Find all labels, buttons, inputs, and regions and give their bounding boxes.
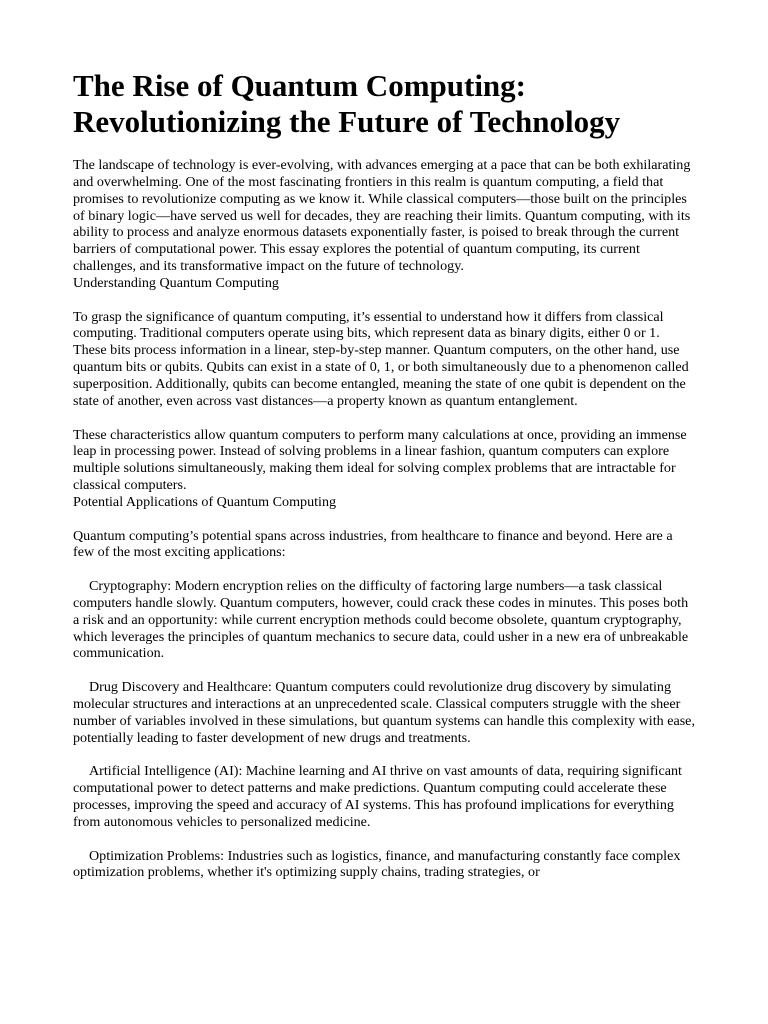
section1-paragraph-2: These characteristics allow quantum computers to perform many calculations at once, providing an immense leap in processing power. Instead of solving problems in a linear fashion, quantum computers can explore multiple solutions simultaneously, making them ideal for solving complex problems that are intractable for classical computers. xyxy=(73,426,687,494)
section-heading-applications: Potential Applications of Quantum Computing xyxy=(73,493,337,510)
document-page xyxy=(73,68,695,881)
application-item-ai: Artificial Intelligence (AI): Machine learning and AI thrive on vast amounts of data, requiring significant computational power to detect patterns and make predictions. Quantum computing could accelerate these processes, improving the speed and accuracy of AI systems. This has profound implications for everything from autonomous vehicles to personalized medicine. xyxy=(73,763,682,830)
application-item-cryptography: Cryptography: Modern encryption relies on the difficulty of factoring large numbers—a task classical computers handle slowly. Quantum computers, however, could crack these codes in minutes. This poses both a risk and an opportunity: while current encryption methods could become obsolete, quantum cryptography, which leverages the principles of quantum mechanics to secure data, could usher in a new era of unbreakable communication. xyxy=(73,578,689,662)
application-item-optimization: Optimization Problems: Industries such as logistics, finance, and manufacturing constantly face complex optimization problems, whether it's optimizing supply chains, trading strategies, or xyxy=(73,847,681,881)
section2-intro-paragraph: Quantum computing’s potential spans across industries, from healthcare to finance and beyond. Here are a few of the most exciting applications: xyxy=(73,527,673,561)
section-heading-understanding: Understanding Quantum Computing xyxy=(73,274,279,291)
title-line-1: The Rise of Quantum Computing: xyxy=(73,68,526,103)
application-item-drug-discovery: Drug Discovery and Healthcare: Quantum computers could revolutionize drug discovery by simulating molecular structures and interactions at an unprecedented scale. Classical computers struggle with the sheer number of variables involved in these simulations, but quantum systems can handle this complexity with ease, potentially leading to faster development of new drugs and treatments. xyxy=(73,679,695,746)
title-line-2: Revolutionizing the Future of Technology xyxy=(73,104,621,139)
document-title xyxy=(73,68,695,140)
section1-paragraph-1: To grasp the significance of quantum computing, it’s essential to understand how it differs from classical computing. Traditional computers operate using bits, which represent data as binary digits, either 0 or 1. These bits process information in a linear, step-by-step manner. Quantum computers, on the other hand, use quantum bits or qubits. Qubits can exist in a state of 0, 1, or both simultaneously due to a phenomenon called superposition. Additionally, qubits can become entangled, meaning the state of one qubit is dependent on the state of another, even across vast distances—a property known as quantum entanglement. xyxy=(73,308,689,409)
intro-paragraph: The landscape of technology is ever-evolving, with advances emerging at a pace that can be both exhilarating and overwhelming. One of the most fascinating frontiers in this realm is quantum computing, a field that promises to revolutionize computing as we know it. While classical computers—those built on the principles of binary logic—have served us well for decades, they are reaching their limits. Quantum computing, with its ability to process and analyze enormous datasets exponentially faster, is poised to break through the current barriers of computational power. This essay explores the potential of quantum computing, its current challenges, and its transformative impact on the future of technology. xyxy=(73,157,691,275)
